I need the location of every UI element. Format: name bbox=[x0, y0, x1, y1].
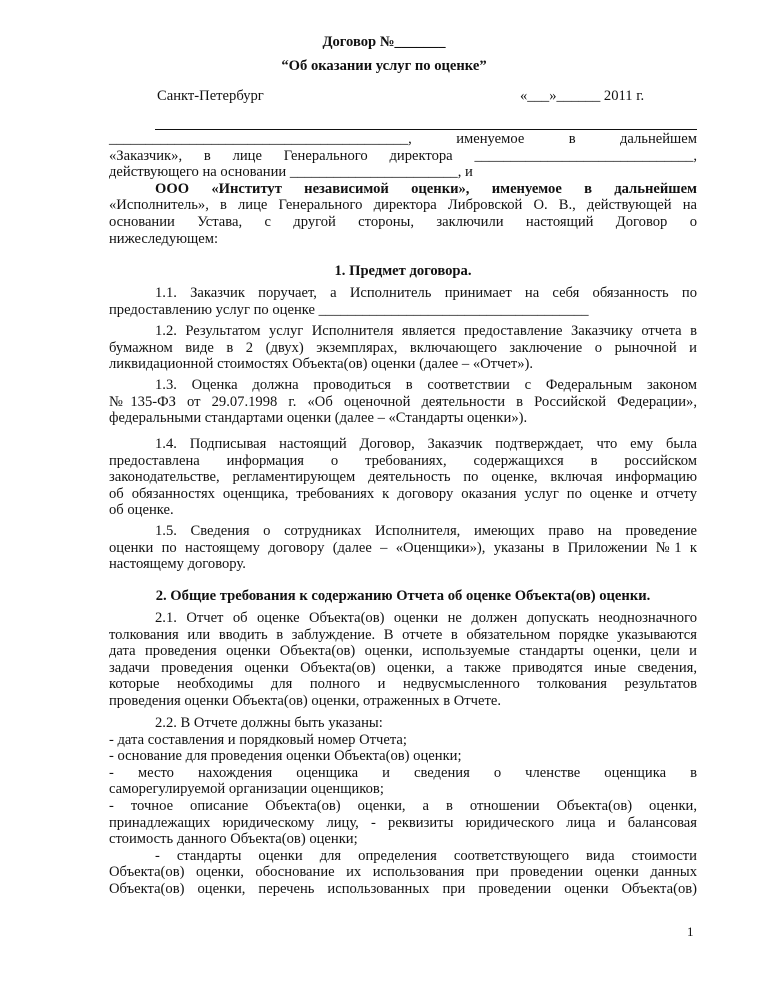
list-item: - точное описание Объекта(ов) оценки, а в отношении Объекта(ов) оценки, bbox=[109, 797, 697, 814]
section-2-heading: 2. Общие требования к содержанию Отчета об оценке Объекта(ов) оценки. bbox=[155, 588, 651, 604]
list-item: Объекта(ов) оценки, обоснование их использования при проведении оценки данных bbox=[109, 864, 697, 881]
paragraph-1-2: 1.2. Результатом услуг Исполнителя является предоставление Заказчику отчета в бумажном виде в 2 (двух) экземплярах, включающего заключение о рыночной и ликвидационной стоимостях Объекта(ов) оценки (далее – «Отчет»). bbox=[109, 323, 697, 373]
paragraph-1-4: 1.4. Подписывая настоящий Договор, Заказчик подтверждает, что ему была предоставлена информация о требованиях, содержащихся в российском законодательстве, регламентирующем деятельность по оценке, включая информацию об обязанностях оценщика, требованиях к договору оказания услуг по оценке и отчету об оценке. bbox=[109, 436, 697, 519]
list-item: - стандарты оценки для определения соответствующего вида стоимости bbox=[155, 847, 697, 864]
paragraph-1-1: 1.1. Заказчик поручает, а Исполнитель принимает на себя обязанность по предоставлению услуг по оценке _____________________________________ bbox=[109, 285, 697, 318]
parties-line: действующего на основании _______________________, и bbox=[109, 164, 473, 181]
contract-subtitle: “Об оказании услуг по оценке” bbox=[281, 58, 487, 74]
paragraph-2-2: 2.2. В Отчете должны быть указаны: - дата составления и порядковый номер Отчета; - основание для проведения оценки Объекта(ов) оценки; - место нахождения оценщика и сведения о членстве оценщика в саморегулируемой организации оценщиков; - точное описание Объекта(ов) оценки, а в отношении Объекта(ов) оценки, принадлежащих юридическому лицу, - реквизиты юридического лица и балансовая стоимость данного Объекта(ов) оценки; - стандарты оценки для определения соответствующего вида стоимости Объекта(ов) оценки, обоснование их использования при проведении оценки данных Объекта(ов) оценки, перечень использованных при проведении оценки Объекта(ов) bbox=[109, 715, 697, 897]
parties-block bbox=[109, 114, 697, 247]
parties-line: _________________________________________, именуемое в дальнейшем bbox=[109, 131, 697, 147]
list-item: принадлежащих юридическому лицу, - реквизиты юридического лица и балансовая bbox=[109, 814, 697, 831]
paragraph-2-1: 2.1. Отчет об оценке Объекта(ов) оценки не должен допускать неоднозначного толкования или вводить в заблуждение. В отчете в обязательном порядке указываются дата проведения оценки Объекта(ов) оценки, используемые стандарты оценки, цели и задачи проведения оценки Объекта(ов) оценки, а также приводятся иные сведения, которые необходимы для полного и недвусмысленного толкования результатов проведения оценки Объекта(ов) оценки, отраженных в Отчете. bbox=[109, 610, 697, 709]
list-item: - основание для проведения оценки Объекта(ов) оценки; bbox=[109, 748, 462, 765]
parties-line: «Заказчик», в лице Генерального директора ______________________________, bbox=[109, 147, 697, 164]
contract-city: Санкт-Петербург bbox=[157, 88, 264, 104]
list-item: Объекта(ов) оценки, перечень использованных при проведении оценки Объекта(ов) bbox=[109, 880, 697, 897]
list-item: стоимость данного Объекта(ов) оценки; bbox=[109, 831, 358, 848]
list-item: - место нахождения оценщика и сведения о членстве оценщика в bbox=[109, 764, 697, 781]
contract-title: Договор №_______ bbox=[322, 34, 446, 50]
paragraph-1-3: 1.3. Оценка должна проводиться в соответствии с Федеральным законом №135-ФЗ от 29.07.1998 г. «Об оценочной деятельности в Российской Федерации», федеральными стандартами оценки (далее – «Стандарты оценки»). bbox=[109, 377, 697, 427]
list-item: саморегулируемой организации оценщиков; bbox=[109, 781, 384, 798]
parties-line: «Исполнитель», в лице Генерального директора Либровской О. В., действующей на bbox=[109, 197, 697, 214]
page-number: 1 bbox=[687, 924, 694, 939]
parties-line: нижеследующем: bbox=[109, 230, 219, 247]
parties-line: основании Устава, с другой стороны, заключили настоящий Договор о bbox=[109, 213, 697, 230]
contract-date: «___»______ 2011 г. bbox=[520, 88, 645, 104]
section-1-heading: 1. Предмет договора. bbox=[334, 263, 472, 279]
blank-line bbox=[155, 114, 697, 131]
list-item: - дата составления и порядковый номер Отчета; bbox=[109, 731, 407, 748]
paragraph-1-5: 1.5. Сведения о сотрудниках Исполнителя, имеющих право на проведение оценки по настоящему договору (далее – «Оценщики»), указаны в Приложении №1 к настоящему договору. bbox=[109, 523, 697, 573]
executor-name-line: ООО «Институт независимой оценки», именуемое в дальнейшем bbox=[155, 180, 697, 197]
